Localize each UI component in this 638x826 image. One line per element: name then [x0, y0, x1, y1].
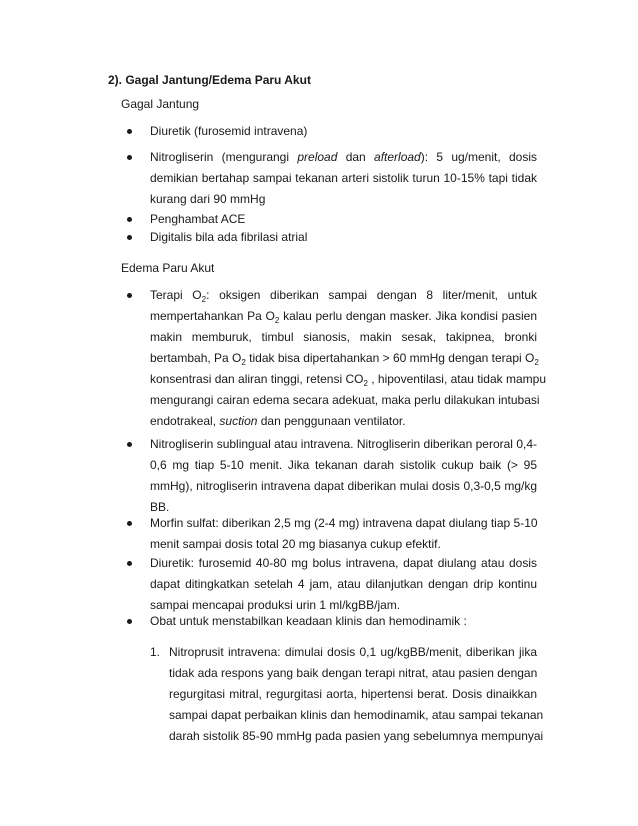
text-line: makin memburuk, timbul sianosis, makin sesak, takipnea, bronki [150, 330, 537, 344]
subtitle-edema-paru: Edema Paru Akut [121, 261, 215, 275]
bullet-icon [127, 442, 132, 447]
text-line: regurgitasi mitral, regurgitasi aorta, hipertensi berat. Dosis dinaikkan [169, 687, 537, 701]
text-line: BB. [150, 500, 170, 514]
list-item: Penghambat ACE [150, 212, 246, 226]
text-line: konsentrasi dan aliran tinggi, retensi $CO_2$ , hipoventilasi, atau tidak mampu [150, 372, 547, 388]
text-line: tidak ada respons yang baik dengan terapi nitrat, atau pasien dengan [169, 666, 538, 680]
bullet-icon [127, 217, 132, 222]
text-line: mengurangi cairan edema secara adekuat, maka perlu dilakukan intubasi [150, 393, 540, 407]
text-line: kurang dari 90 mmHg [150, 192, 266, 206]
bullet-icon [127, 619, 132, 624]
text-line: sampai dapat perbaikan klinis dan hemodinamik, atau sampai tekanan [169, 708, 544, 722]
list-item: Digitalis bila ada fibrilasi atrial [150, 230, 308, 244]
section-heading: 2). Gagal Jantung/Edema Paru Akut [108, 73, 311, 87]
bullet-icon [127, 235, 132, 240]
bullet-icon [127, 561, 132, 566]
text-line: bertambah, Pa $O_2$ tidak bisa dipertahankan > 60 mmHg dengan terapi $O_2$ [150, 351, 539, 367]
list-item: Nitrogliserin sublingual atau intravena. Nitrogliserin diberikan peroral 0,4- [150, 437, 537, 451]
bullet-icon [127, 129, 132, 134]
text-line: endotrakeal, suction dan penggunaan ventilator. [150, 414, 406, 428]
text-line: demikian bertahap sampai tekanan arteri sistolik turun 10-15% tapi tidak [150, 171, 537, 185]
bullet-icon [127, 293, 132, 298]
text-line: 0,6 mg tiap 5-10 menit. Jika tekanan darah sistolik cukup baik (> 95 [150, 458, 537, 472]
list-item: Nitrogliserin (mengurangi preload dan afterload): 5 ug/menit, dosis [150, 150, 538, 164]
list-item: Terapi $O_2$: oksigen diberikan sampai dengan 8 liter/menit, untuk [150, 288, 537, 304]
text-line: mempertahankan Pa $O_2$ kalau perlu dengan masker. Jika kondisi pasien [150, 309, 537, 325]
subtitle-gagal-jantung: Gagal Jantung [121, 97, 200, 111]
list-item: Diuretik (furosemid intravena) [150, 124, 308, 138]
list-item: Diuretik: furosemid 40-80 mg bolus intravena, dapat diulang atau dosis [150, 556, 537, 570]
text-line: dapat ditingkatkan setelah 4 jam, atau dilanjutkan dengan drip kontinu [150, 577, 537, 591]
text-line: sampai mencapai produksi urin 1 ml/kgBB/jam. [150, 598, 401, 612]
list-item: Nitroprusit intravena: dimulai dosis 0,1 ug/kgBB/menit, diberikan jika [169, 645, 537, 659]
list-item: Obat untuk menstabilkan keadaan klinis dan hemodinamik : [150, 614, 467, 628]
text-line: menit sampai dosis total 20 mg biasanya cukup efektif. [150, 537, 441, 551]
text-line: mmHg), nitrogliserin intravena dapat diberikan mulai dosis 0,3-0,5 mg/kg [150, 479, 537, 493]
list-number: 1. [150, 645, 161, 659]
list-item: Morfin sulfat: diberikan 2,5 mg (2-4 mg) intravena dapat diulang tiap 5-10 [150, 516, 538, 530]
bullet-icon [127, 521, 132, 526]
text-line: darah sistolik 85-90 mmHg pada pasien yang sebelumnya mempunyai [169, 729, 544, 743]
bullet-icon [127, 155, 132, 160]
